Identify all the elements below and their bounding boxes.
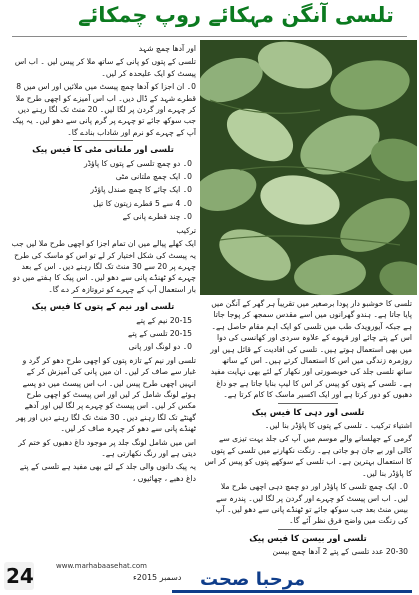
title-band <box>0 0 419 38</box>
section-heading-multani: تلسی اور ملتانی مٹی کا فیس پیک <box>32 144 174 155</box>
section-divider <box>278 403 338 404</box>
section-intro: اشتیاء ترکیب ۔ تلسی کے پتوں کا پاؤڈر بنا لیں۔ <box>264 421 412 431</box>
method-text: ایک کھلے پیالے میں ان تمام اجزا کو اچھی طرح ملا لیں جب یہ پیسٹ کی شکل اختیار کر لے تو اس کو ماسک کی طرح چہرے پر 20 سے 30 منٹ تک لگا رہنے دیں۔ اس کے بعد چہرے کو ٹھنڈے پانی سے دھو لیں۔ اس پیک کا ہفتے میں دو بار استعمال آپ کے چہرے کو تروتازہ کر دے گا۔ <box>11 239 196 294</box>
ingredient-item: 0۔ ایک چمچ ملتانی مٹی <box>115 172 192 182</box>
intro-line: 0۔ ان اجزا کو آدھا چمچ پیسٹ میں ملائیں اور اس میں 8 قطرے شہد کے ڈال دیں۔ اب اس آمیزے کو اچھی طرح ملا کر چہرے اور گردن پر لگا لیں۔ 20 منٹ تک لگا رہنے دیں جب سوکھ جائے تو چہرے پر گرم پانی سے دھو لیں۔ یہ پیک آپ کے چہرے کو نرم اور شاداب بنادے گا۔ <box>12 82 196 137</box>
note-text: اس میں شامل لونگ جلد پر موجود داغ دھبوں کو ختم کر دیتی ہے اور رنگ نکھارتی ہے۔ <box>18 437 196 458</box>
right-column <box>204 298 412 591</box>
magazine-logo: مرحبا صحت <box>200 569 306 590</box>
intro-line: تلسی کے پتوں کو پانی کے ساتھ ملا کر پیس لیں ۔ اب اس پیسٹ کو ایک علیحدہ کر لیں۔ <box>14 57 196 78</box>
ingredient-item: 0۔ ایک چمچ تلسی کا پاؤڈر اور دو چمچ دہی اچھی طرح ملا لیں۔ اب اس پیسٹ کو چہرے اور گردن پر لگا لیں۔ پندرہ سے بیس منٹ بعد جب سوکھ جائے تو ٹھنڈے پانی سے دھو لیں۔ آپ کی رنگت میں واضح فرق نظر آئے گا۔ <box>215 482 408 526</box>
tail-text: یہ پیک دانوں والی جلد کے لئے بھی مفید ہے تلسی کے پتے داغ دھبے ، چھائیوں ، <box>19 462 196 483</box>
site-url: www.marhabaasehat.com <box>56 562 147 570</box>
body-text: تلسی کا خوشبو دار پودا برصغیر میں تقریباً ہر گھر کے آنگن میں پایا جاتا ہے۔ ہندو گھرانوں میں اسے مقدس سمجھ کر پوجا جاتا ہے جبکہ آیورویدک طب میں تلسی کو ایک اہم مقام حاصل ہے۔ اس کے پتے چائے اور قہوے کے علاوہ سردی اور کھانسی کی دوا میں بھی استعمال ہوتے ہیں۔ تلسی کی افادیت کے قائل ہیں اور روزمرہ زندگی میں اس کا استعمال کرتے ہیں۔ اس کے ساتھ ساتھ تلسی جلد کی خوبصورتی اور نکھار کے لئے بھی نہایت مفید ہے۔ تلسی کے پتوں کو پیس کر اس کا لیپ بنایا جاتا ہے جو داغ دھبوں کو دور کرتا ہے اور ایک اکسیر ماسک کا کام کرتا ہے۔ <box>210 299 412 400</box>
section-body: گرمی کے جھلسانے والے موسم میں آپ کی جلد بہت تیزی سے کالی اور بے جان ہو جاتی ہے۔ رنگت نکھارنے میں تلسی کے پتوں کا استعمال بہترین ہے۔ اب تلسی کے سوکھے پتوں کو پیس کر اس کا پاؤڈر بنا لیں۔ <box>204 434 412 478</box>
section-divider <box>73 297 133 298</box>
section-divider <box>73 140 133 141</box>
ingredient-item: 20-15 تلسی کے پتے <box>128 328 192 338</box>
ingredient-item: 0۔ چند قطرے پانی کے <box>122 212 192 222</box>
method-label: ترکیب <box>176 225 196 235</box>
ingredient-item: 0۔ دو چمچ تلسی کے پتوں کا پاؤڈر <box>84 158 192 168</box>
title-divider <box>12 36 407 37</box>
section-divider <box>278 529 338 530</box>
ingredient-item: 20-15 نیم کے پتے <box>136 315 192 325</box>
section-heading-neem: تلسی اور نیم کے پتوں کا فیس پیک <box>31 301 175 312</box>
ingredient-item: 0۔ ایک چائے کا چمچ صندل پاؤڈر <box>90 185 192 195</box>
section-heading-yogurt: تلسی اور دہی کا فیس پیک <box>251 406 365 417</box>
ingredient-item: 20-30 عدد تلسی کے پتے 2 آدھا چمچ بیسن <box>272 547 408 557</box>
ingredient-item: 0۔ دو لونگ اور پانی <box>128 342 192 352</box>
basil-photo <box>200 40 417 295</box>
method-text: تلسی اور نیم کے تازہ پتوں کو اچھی طرح دھو کر گرد و غبار سے صاف کر لیں۔ ان میں پانی کی آمیزش کر کے انہیں اچھی طرح پیس لیں۔ اب اس پیسٹ میں دو پسے ہوئے لونگ شامل کر لیں اور اس پیسٹ کو اچھی طرح مکس کر لیں۔ اس پیسٹ کو چہرے پر لگا لیں اور آدھے گھنٹے تک لگا رہنے دیں۔ 30 منٹ تک لگا رہنے دیں اور پھر ٹھنڈے پانی سے دھو کر چہرہ صاف کر لیں۔ <box>15 355 196 434</box>
page-number: 24 <box>6 564 34 588</box>
ingredient-item: 0۔ 4 سے 5 قطرے زیتون کا تیل <box>93 198 192 208</box>
issue-date: دسمبر 2015ء <box>133 573 182 582</box>
logo-underline <box>172 590 412 593</box>
section-heading-besan: تلسی اور بیسن کا فیس پیک <box>249 532 367 543</box>
intro-line: اور آدھا چمچ شہد <box>138 44 196 53</box>
left-column <box>10 43 196 555</box>
article-title: تلسی آنگن مہکائے روپ چمکائے <box>78 3 394 27</box>
basil-leaves-image <box>200 40 417 295</box>
